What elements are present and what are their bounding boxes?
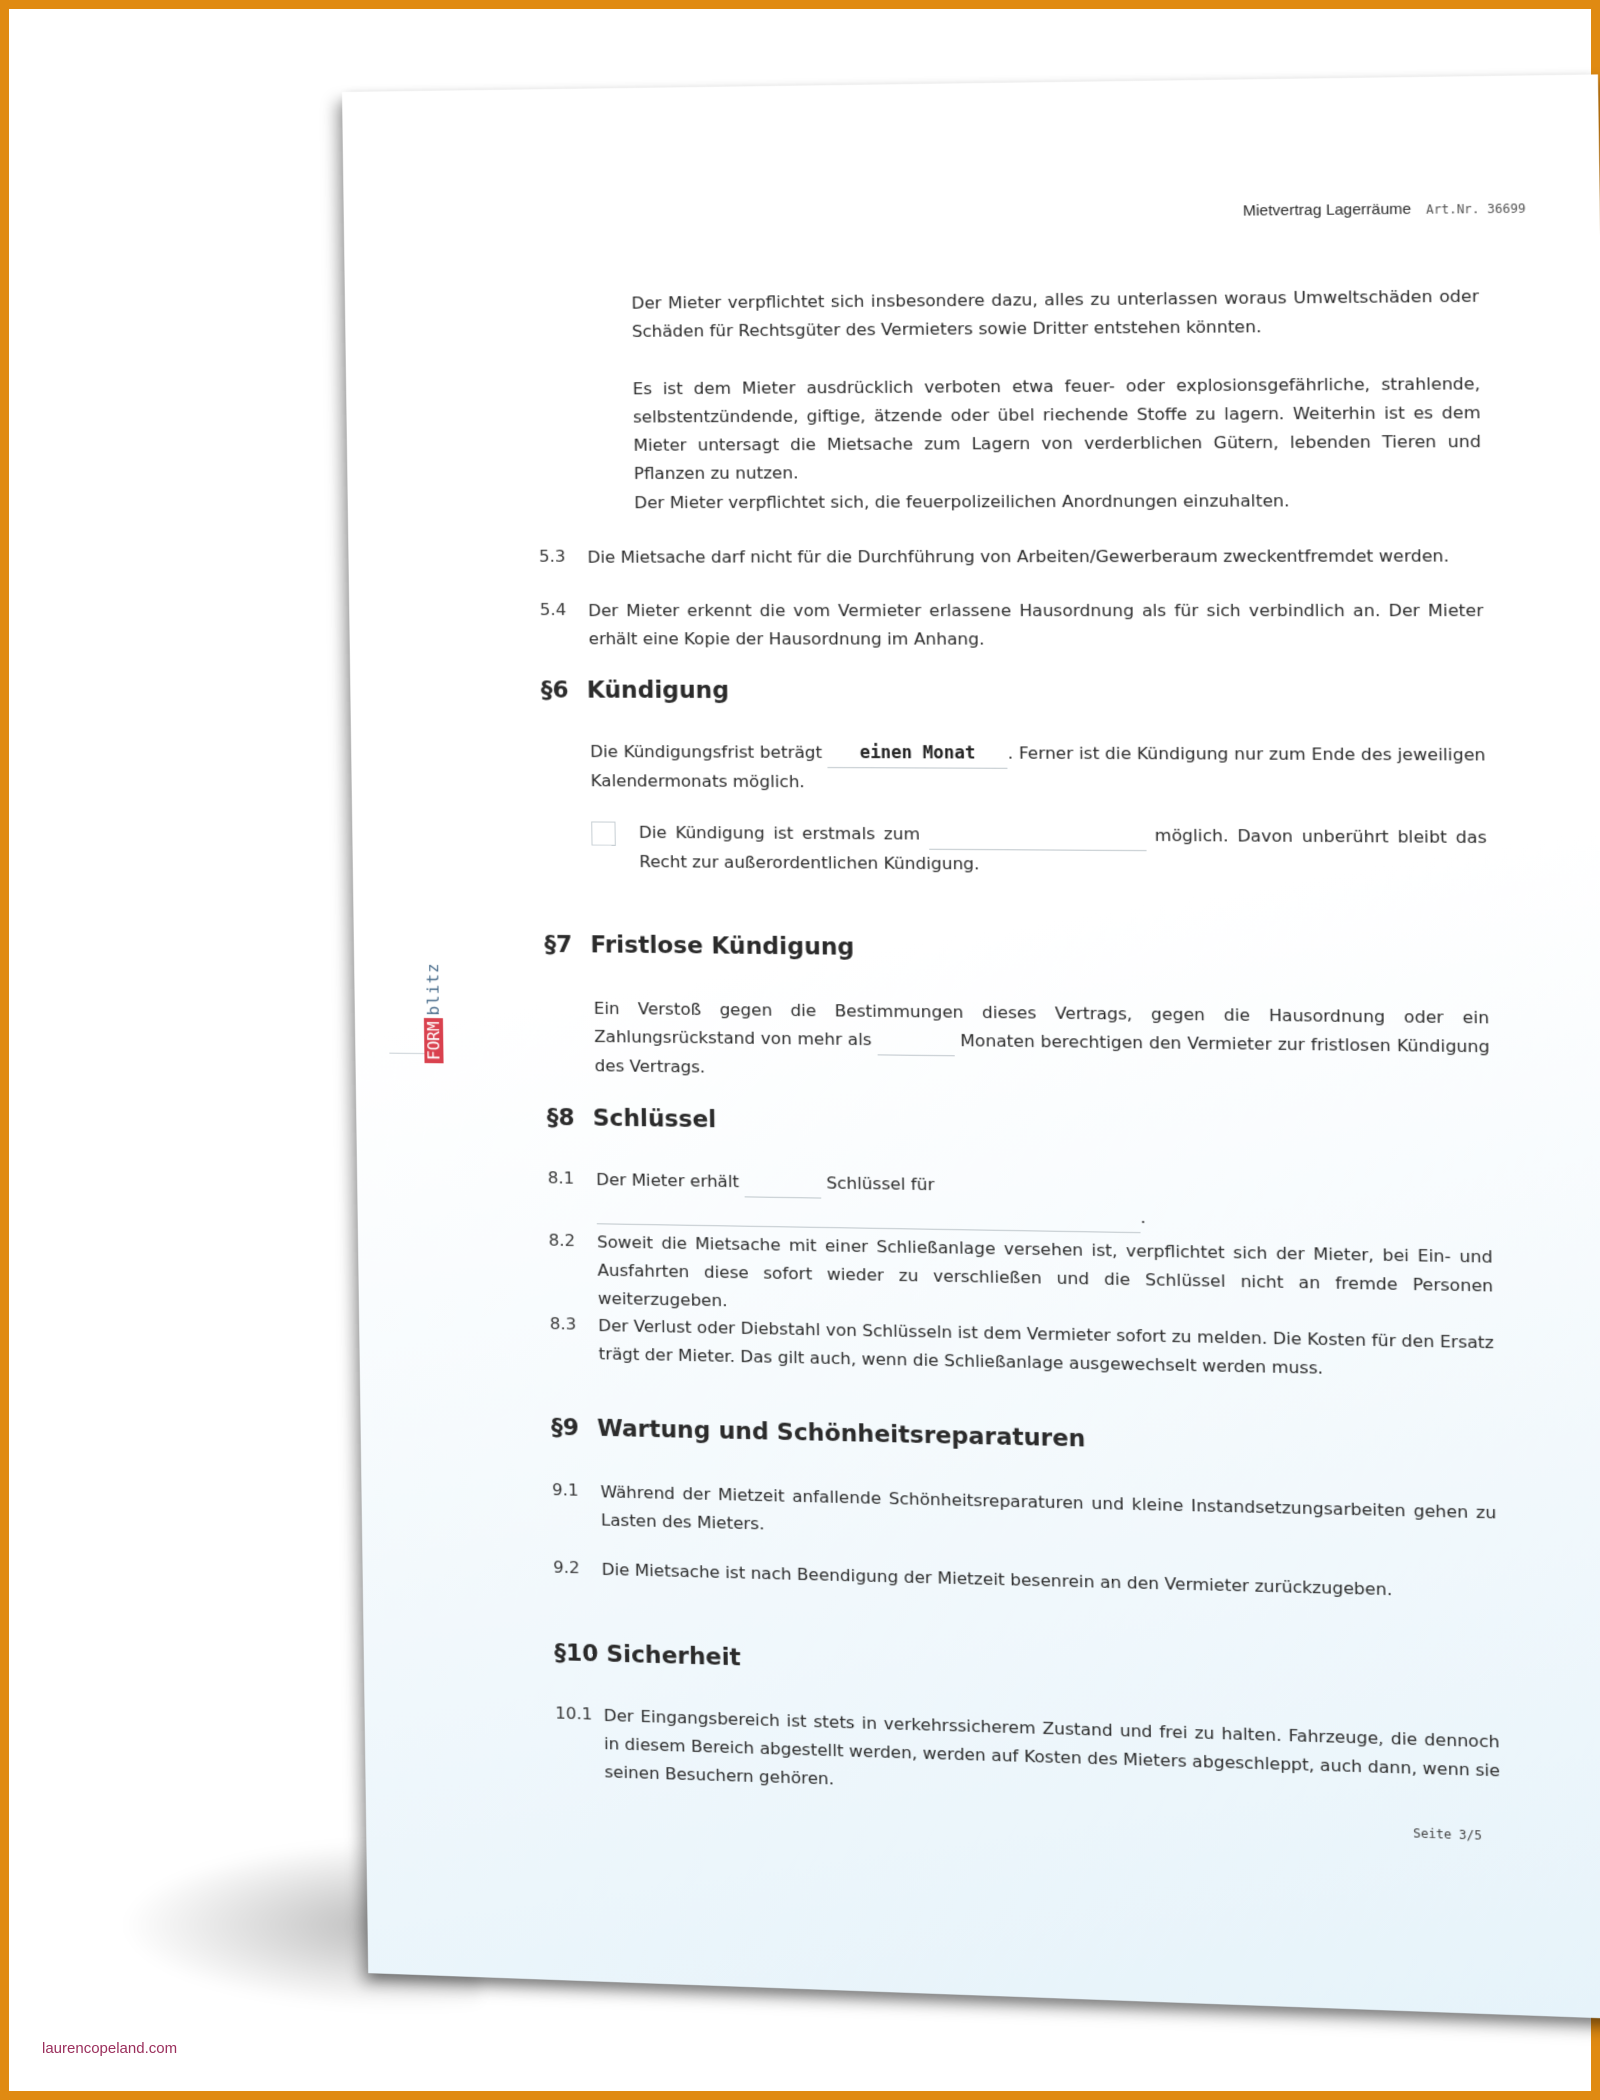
section-number: §6 xyxy=(540,677,569,704)
item-text: Soweit die Mietsache mit einer Schließanlage versehen ist, verpflichtet sich der Mieter, bei Ein- und Ausfahrten diese sofort wieder zu verschließen und die Schlüssel nicht an fremde Personen weiterzugeben. xyxy=(596,1232,1494,1311)
watermark-text: laurencopeland.com xyxy=(42,2040,178,2057)
section-number: §7 xyxy=(544,931,573,959)
notice-text-after: . Ferner ist die Kündigung nur zum Ende des jeweiligen Kalendermonats möglich. xyxy=(590,743,1486,792)
item-text: Der Mieter erkennt die vom Vermieter erlassene Hausordnung als für sich verbindlich an. Der Mieter erhält eine Kopie der Hausordnung im Anhang. xyxy=(588,600,1484,649)
summary-dismissal-paragraph xyxy=(594,995,1491,1092)
article-number: Art.Nr. 36699 xyxy=(1425,201,1526,217)
section-heading-sicherheit xyxy=(554,1640,741,1671)
first-termination-paragraph xyxy=(639,819,1488,882)
document-page xyxy=(342,74,1600,2019)
first-termination-date-field[interactable] xyxy=(928,820,1146,851)
notice-period-field[interactable]: einen Monat xyxy=(827,739,1007,769)
paragraph-fire-regulations: Der Mieter verpflichtet sich, die feuerpolizeilichen Anordnungen einzuhalten. xyxy=(634,491,1290,513)
section-title: Sicherheit xyxy=(606,1641,741,1672)
section-number: §9 xyxy=(551,1414,580,1442)
paragraph-hazardous-goods: Es ist dem Mieter ausdrücklich verboten etwa feuer- oder explosionsgefährliche, strahlende, selbstentzündende, giftige, ätzende oder übel riechende Stoffe zu lagern. Weiterhin ist es dem Mieter untersagt die Mietsache zum Lagern von verderblichen Gütern, lebenden Tieren und Pflanzen zu nutzen. xyxy=(632,373,1482,484)
item-number: 5.3 xyxy=(538,546,566,566)
section-heading-fristlose-kuendigung xyxy=(544,932,854,961)
first-termination-checkbox[interactable] xyxy=(591,821,616,845)
section-title: Kündigung xyxy=(586,677,730,705)
keys-purpose-field[interactable] xyxy=(596,1195,1140,1233)
item-number: 8.1 xyxy=(547,1168,575,1188)
item-text: Der Eingangsbereich ist stets in verkehrssicherem Zustand und frei zu halten. Fahrzeuge, die dennoch in diesem Bereich abgestellt werden, werden auf Kosten des Mieters abgeschleppt, auch dann, wenn sie seinen Besuchern gehören. xyxy=(603,1705,1501,1789)
section-number: §8 xyxy=(546,1104,575,1132)
dismissal-text-after: Monaten berechtigen den Vermieter zur fristlosen Kündigung des Vertrags. xyxy=(594,1030,1490,1077)
keys-text-before: Der Mieter erhält xyxy=(596,1169,740,1192)
item-number: 8.2 xyxy=(548,1230,576,1251)
months-arrears-field[interactable] xyxy=(877,1026,955,1056)
item-number: 8.3 xyxy=(549,1314,577,1334)
page-header xyxy=(1243,199,1526,219)
header-title: Mietvertrag Lagerräume xyxy=(1242,200,1412,220)
dismissal-text-before: Ein Verstoß gegen die Bestimmungen dieses Vertrags, gegen die Hausordnung oder ein Zahlungsrückstand von mehr als xyxy=(593,998,1490,1050)
item-text: Der Verlust oder Diebstahl von Schlüsseln ist dem Vermieter sofort zu melden. Die Kosten für den Ersatz trägt der Mieter. Das gilt auch, wenn die Schließanlage ausgewechselt werden muss. xyxy=(598,1315,1495,1378)
section-heading-wartung xyxy=(551,1415,1086,1453)
keys-count-paragraph xyxy=(596,1166,1492,1239)
section-number: §10 xyxy=(554,1639,599,1668)
item-text: Die Mietsache ist nach Beendigung der Mietzeit besenrein an den Vermieter zurückzugeben. xyxy=(601,1559,1393,1600)
item-text: Die Mietsache darf nicht für die Durchführung von Arbeiten/Gewerberaum zweckentfremdet werden. xyxy=(587,546,1450,567)
item-number: 9.1 xyxy=(551,1480,579,1500)
item-text: Während der Mietzeit anfallende Schönheitsreparaturen und kleine Instandsetzungsarbeiten gehen zu Lasten des Mieters. xyxy=(600,1482,1497,1534)
keys-text-middle: Schlüssel für xyxy=(826,1173,935,1195)
section-heading-schluessel xyxy=(547,1105,717,1134)
keys-text-end: . xyxy=(1140,1207,1146,1228)
section-heading-kuendigung xyxy=(541,677,730,704)
item-number: 5.4 xyxy=(539,599,567,620)
keys-count-field[interactable] xyxy=(744,1168,821,1199)
section-title: Wartung und Schönheitsreparaturen xyxy=(597,1415,1086,1453)
logo-form: FORM xyxy=(424,1018,444,1063)
first-termination-text-after: möglich. Davon unberührt bleibt das Recht zur außerordentlichen Kündigung. xyxy=(639,825,1487,874)
first-termination-text-before: Die Kündigung ist erstmals zum xyxy=(638,822,921,844)
item-number: 10.1 xyxy=(555,1703,593,1724)
notice-text-before: Die Kündigungsfrist beträgt xyxy=(590,741,823,762)
paragraph-environment: Der Mieter verpflichtet sich insbesondere dazu, alles zu unterlassen woraus Umweltschäden oder Schäden für Rechtsgüter des Vermieters sowie Dritter entstehen könnten. xyxy=(631,286,1480,341)
logo-blitz: blitz xyxy=(423,962,443,1016)
notice-period-paragraph xyxy=(590,738,1486,800)
section-title: Fristlose Kündigung xyxy=(590,932,855,961)
page-number: Seite 3/5 xyxy=(1413,1826,1483,1843)
formblitz-logo xyxy=(422,959,446,1063)
item-number: 9.2 xyxy=(553,1557,580,1578)
section-title: Schlüssel xyxy=(592,1105,717,1134)
